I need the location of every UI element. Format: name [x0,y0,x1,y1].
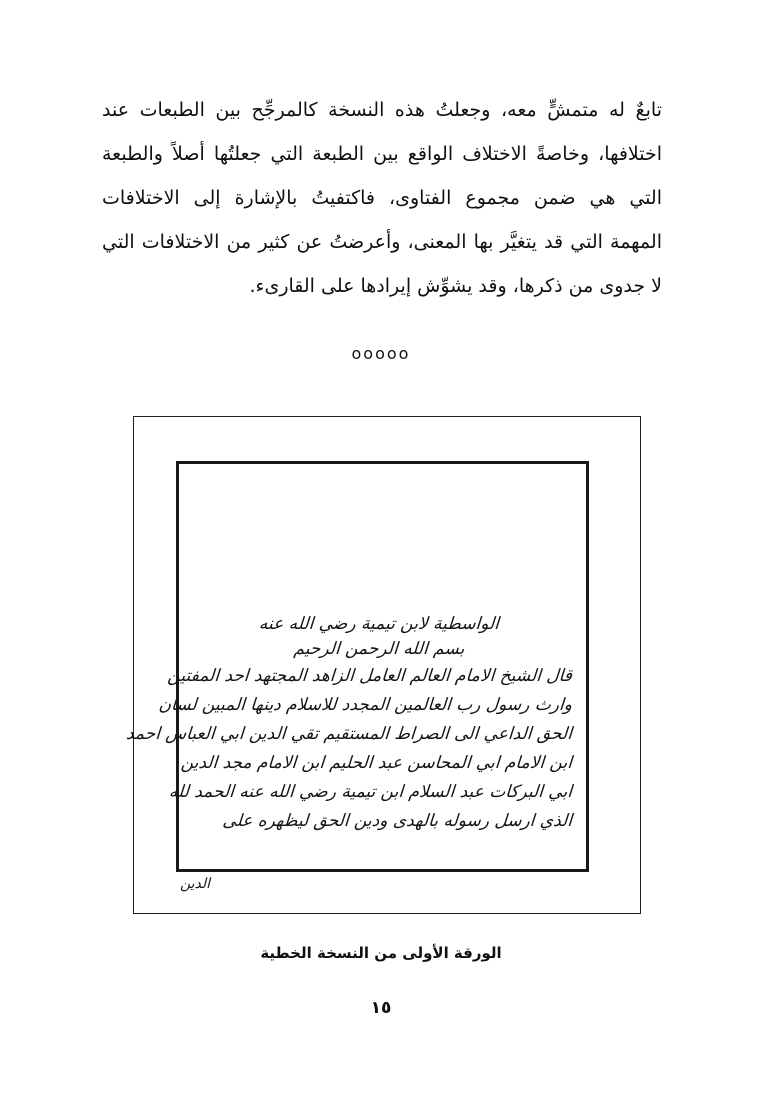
manuscript-text [125,612,573,836]
manuscript-catchword: الدين [180,876,211,892]
figure-caption: الورقة الأولى من النسخة الخطية [260,944,502,962]
page-number: ١٥ [370,998,392,1018]
manuscript-line: ابي البركات عبد السلام ابن تيمية رضي الله عنه الحمد لله [168,782,573,802]
manuscript-line: الحق الداعي الى الصراط المستقيم تقي الدين ابي العباس احمد [125,724,573,744]
manuscript-image [125,461,589,872]
manuscript-line: ابن الامام ابي المحاسن عبد الحليم ابن الامام مجد الدين [180,753,573,773]
manuscript-title-line: الواسطية لابن تيمية رضي الله عنه [258,614,500,634]
body-line: اختلافها، وخاصةً الاختلاف الواقع بين الطبعة التي جعلتُها أصلاً والطبعة [102,143,662,165]
manuscript-basmala-line: بسم الله الرحمن الرحيم [292,639,466,659]
body-line: تابعٌ له متمشٍّ معه، وجعلتُ هذه النسخة كالمرجِّح بين الطبعات عند [102,99,662,121]
manuscript-line: وارث رسول رب العالمين المجدد للاسلام دينها المبين لسان [157,695,573,715]
manuscript-line: الذي ارسل رسوله بالهدى ودين الحق ليظهره على [221,811,573,831]
body-line: التي هي ضمن مجموع الفتاوى، فاكتفيتُ بالإشارة إلى الاختلافات [102,187,662,209]
section-separator: ooooo [351,344,411,363]
manuscript-line: قال الشيخ الامام العالم العامل الزاهد المجتهد احد المفتين [166,666,573,686]
body-line: المهمة التي قد يتغيَّر بها المعنى، وأعرضتُ عن كثير من الاختلافات التي [102,231,662,253]
body-line: لا جدوى من ذكرها، وقد يشوِّش إيرادها على القارىء. [249,275,662,297]
body-paragraph [102,88,662,308]
